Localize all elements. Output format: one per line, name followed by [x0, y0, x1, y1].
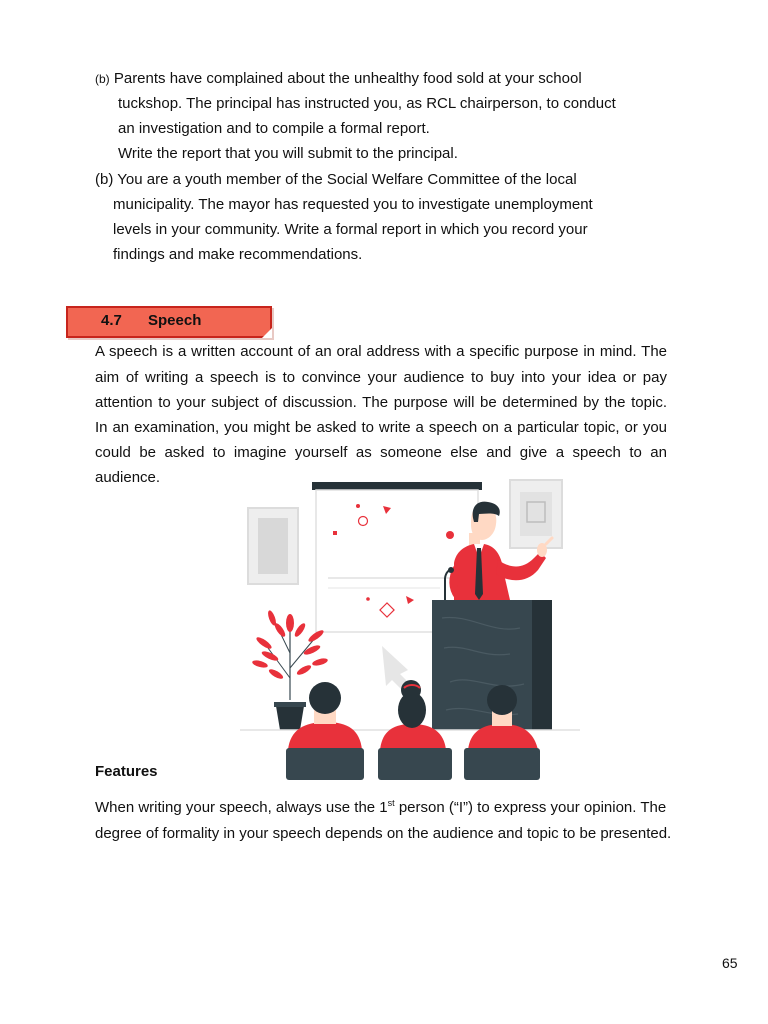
intro-line-6: audience. [95, 469, 161, 486]
features-line-1-before: When writing your speech, always use the 1 [95, 799, 388, 816]
audience [286, 680, 540, 780]
question-b2-line-2: municipality. The mayor has requested you to investigate unemployment [113, 196, 593, 213]
speaker-at-podium-illustration [240, 478, 580, 780]
features-line-2: degree of formality in your speech depends on the audience and topic to be presented. [95, 825, 672, 842]
page-number: 65 [722, 955, 738, 971]
intro-line-2: aim of writing a speech is to convince your audience to buy into your idea or pay [95, 369, 667, 386]
question-b2-line-4: findings and make recommendations. [113, 246, 363, 263]
question-b1-line-2: tuckshop. The principal has instructed you, as RCL chairperson, to conduct [118, 95, 616, 112]
features-line-1 [95, 799, 666, 817]
question-b2-text-1: You are a youth member of the Social Welfare Committee of the local [117, 171, 577, 188]
question-b1-marker: (b) [95, 72, 110, 86]
section-number: 4.7 [101, 312, 122, 329]
intro-line-4: In an examination, you might be asked to write a speech on a particular topic, or you [95, 419, 667, 436]
question-b1-line-1 [95, 70, 582, 88]
section-title: Speech [148, 312, 202, 329]
features-line-1-superscript: st [387, 798, 395, 808]
question-b1-line-3: an investigation and to compile a formal report. [118, 120, 430, 137]
question-b1-text-1: Parents have complained about the unhealthy food sold at your school [113, 70, 582, 87]
screen-bar [312, 482, 482, 490]
podium [432, 600, 532, 730]
intro-line-1: A speech is a written account of an oral address with a specific purpose in mind. The [95, 343, 667, 360]
question-b1-line-4: Write the report that you will submit to the principal. [118, 145, 458, 162]
features-heading: Features [95, 763, 158, 780]
question-b2-line-3: levels in your community. Write a formal report in which you record your [113, 221, 588, 238]
features-line-1-after: person (“I”) to express your opinion. The [394, 799, 667, 816]
question-b2-marker: (b) [95, 171, 114, 188]
question-b2-line-1 [95, 171, 577, 189]
intro-line-3: attention to your subject of discussion. The purpose will be determined by the topic. [95, 394, 667, 411]
intro-line-5: could be asked to imagine yourself as someone else and give a speech to an [95, 444, 667, 461]
